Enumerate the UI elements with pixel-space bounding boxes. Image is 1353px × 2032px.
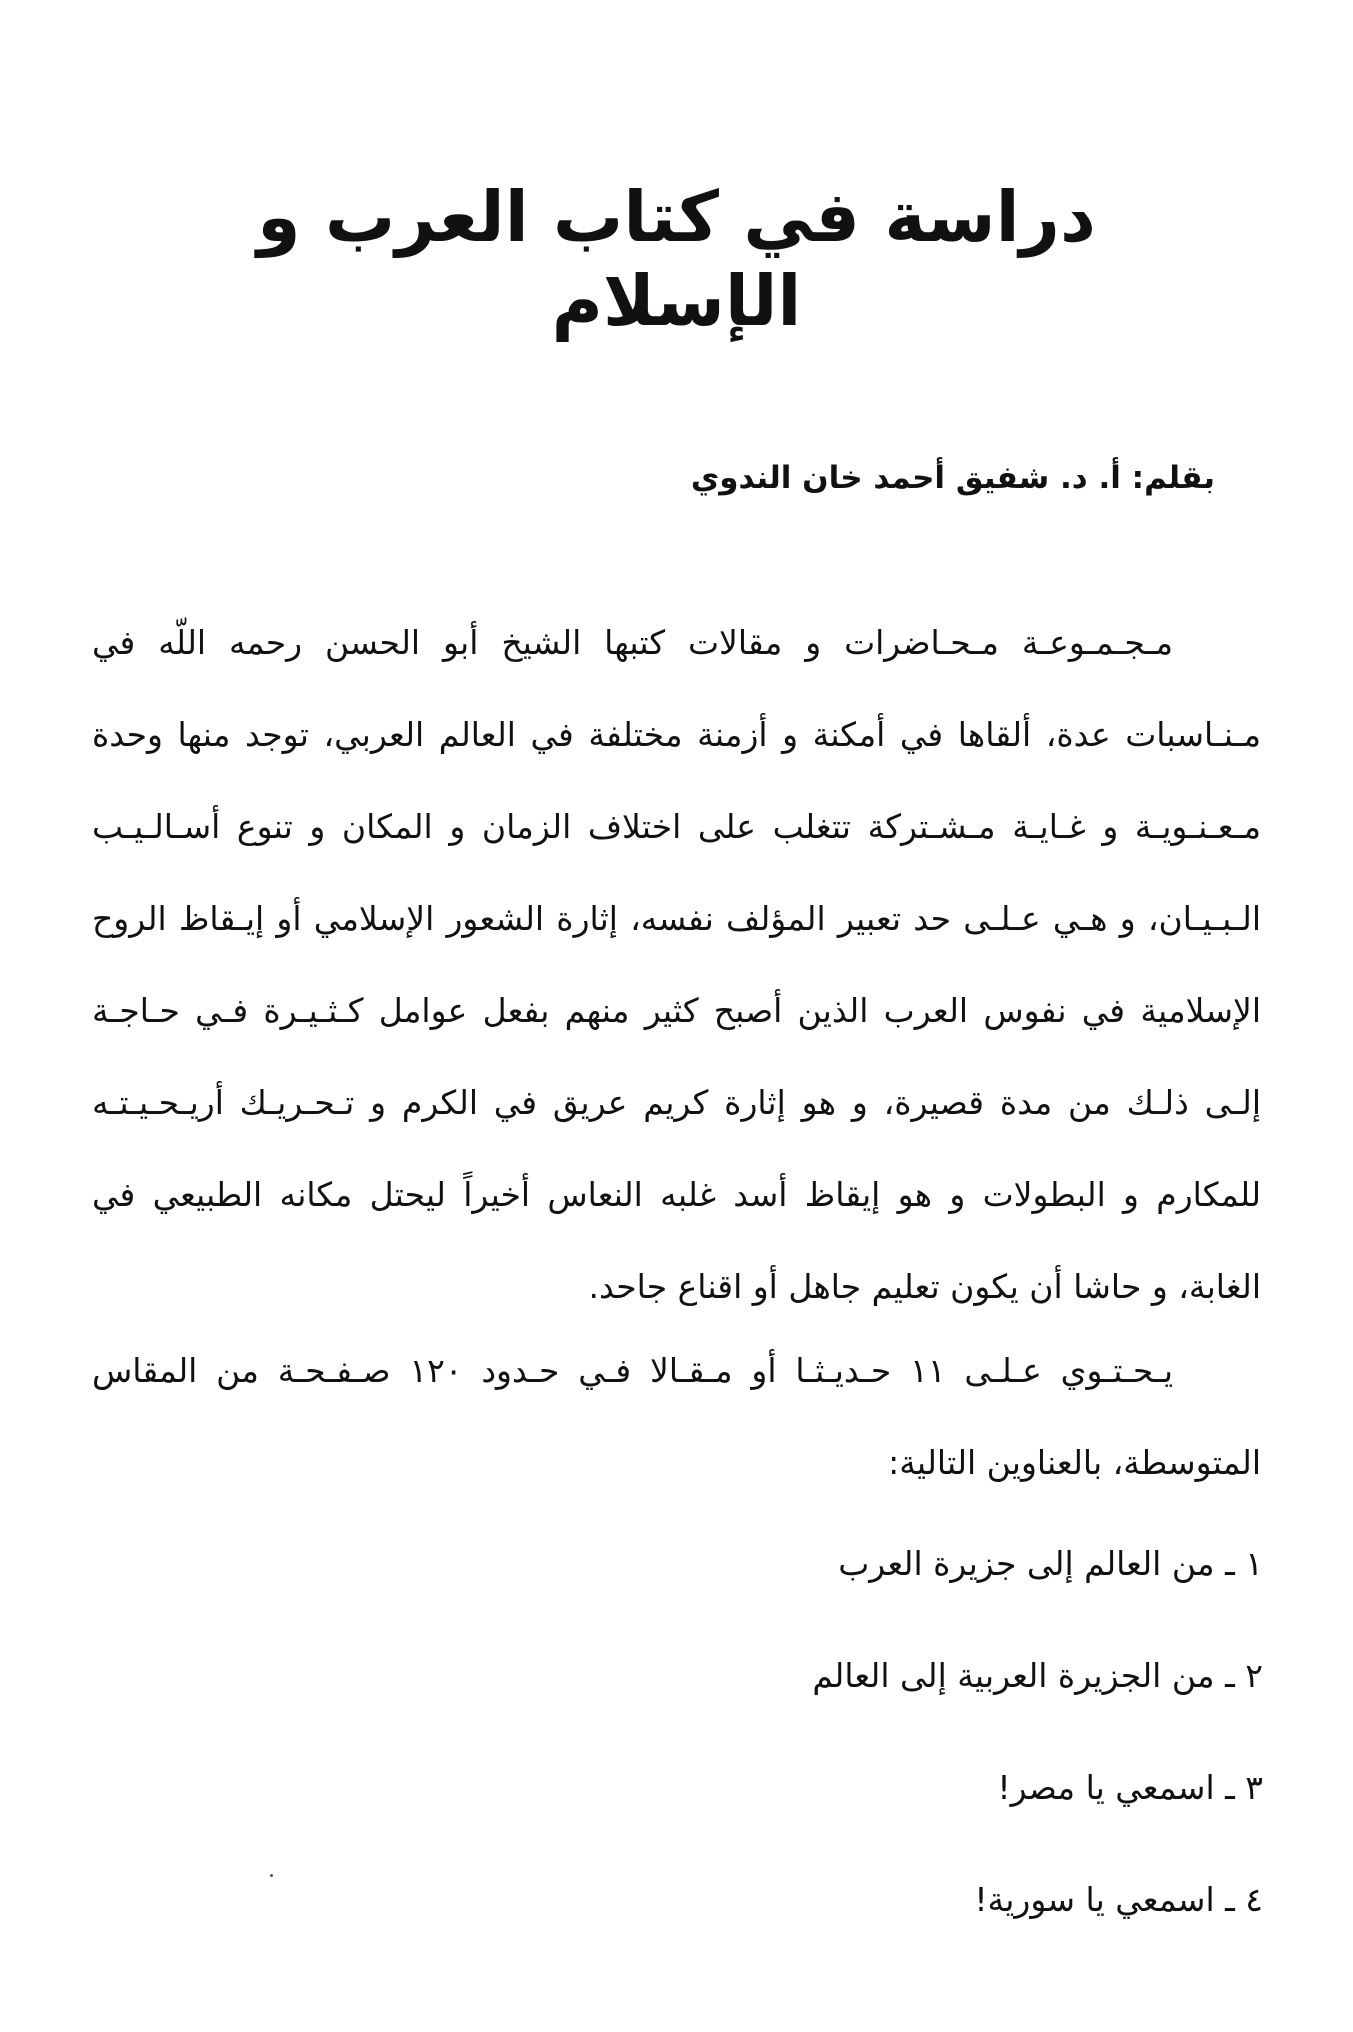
contents-list (812, 1508, 1263, 1956)
list-item: ١ ـ من العالم إلى جزيرة العرب (838, 1544, 1263, 1583)
list-item: ٤ ـ اسمعي يا سورية! (974, 1880, 1263, 1919)
scan-speck (270, 1874, 273, 1877)
paragraph-contents-summary: يـحـتـوي عـلـى ١١ حـديـثـا أو مـقـالا فـي حـدود ١٢٠ صـفـحـة من المقاس المتوسطة، بالعناوين التالية: (92, 1351, 1261, 1482)
author-line: بقلم: أ. د. شفيق أحمد خان الندوي (690, 460, 1215, 496)
list-item: ٣ ـ اسمعي يا مصر! (997, 1768, 1263, 1807)
page-title: دراسة في كتاب العرب و الإسلام (257, 175, 1096, 342)
paragraph-intro: مـجـمـوعـة مـحـاضرات و مقالات كتبها الشيخ أبو الحسن رحمه اللّه في مـنـاسبات عدة، ألقاها في أمكنة و أزمنة مختلفة في العالم العربي، توجد منها وحدة مـعـنـويـة و غـايـة مـشـتركة تتغلب على اختلاف الزمان و المكان و تنوع أسـالـيـب الـبـيـان، و هـي عـلـى حد تعبير المؤلف نفسه، إثارة الشعور الإسلامي أو إيـقاظ الروح الإسلامية في نفوس العرب الذين أصبح كثير منهم بفعل عوامل كـثـيـرة فـي حـاجـة إلـى ذلـك من مدة قصيرة، و هو إثارة كريم عريق في الكرم و تـحـريـك أريـحـيـتـه للمكارم و البطولات و هو إيقاظ أسد غلبه النعاس أخيراً ليحتل مكانه الطبيعي في الغابة، و حاشا أن يكون تعليم جاهل أو اقناع جاحد. (92, 623, 1261, 1306)
list-item: ٢ ـ من الجزيرة العربية إلى العالم (812, 1656, 1263, 1695)
